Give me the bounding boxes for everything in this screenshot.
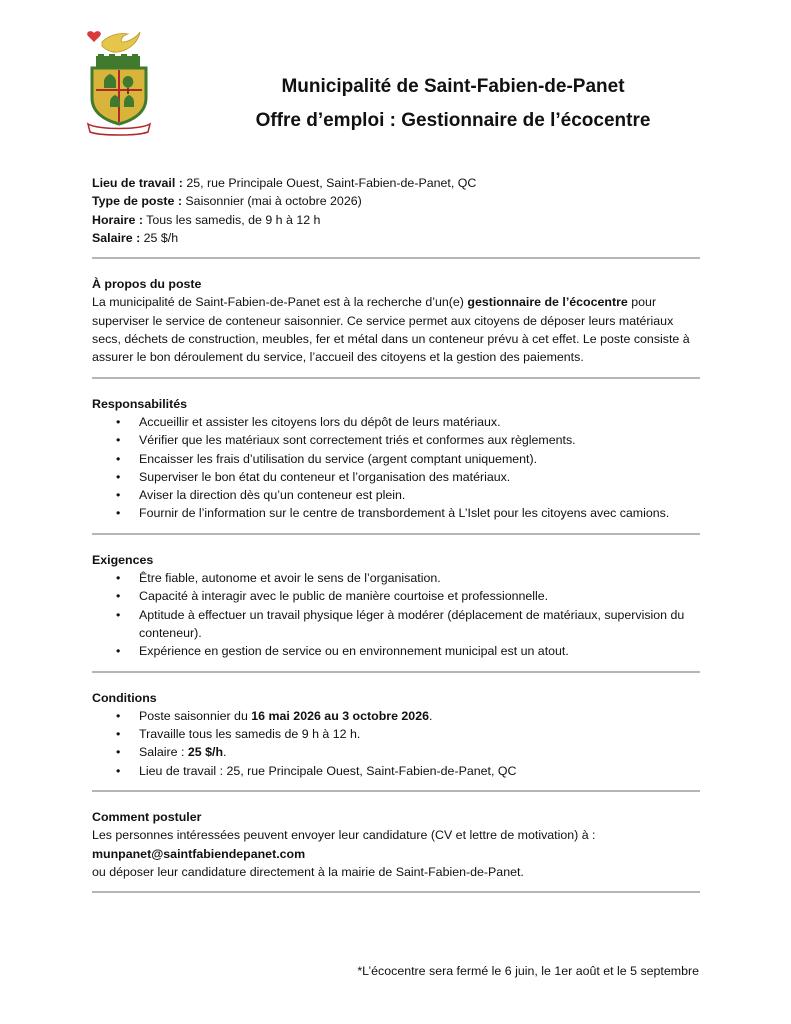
municipality-title: Municipalité de Saint-Fabien-de-Panet (281, 76, 625, 97)
job-summary (92, 174, 700, 247)
divider (92, 671, 700, 673)
list-item: • Superviser le bon état du conteneur et l’organisation des matériaux. (139, 468, 700, 486)
list-item: • Aviser la direction dès qu’un conteneur est plein. (139, 486, 700, 504)
summary-label: Horaire : (92, 212, 143, 227)
summary-label: Lieu de travail : (92, 176, 183, 190)
condition-text: Poste saisonnier du (139, 708, 252, 723)
requirements-list (92, 569, 700, 660)
section-title: Exigences (92, 552, 154, 567)
divider (92, 891, 700, 893)
condition-text: Salaire : (139, 745, 188, 760)
conditions-section (92, 689, 700, 780)
list-item (139, 707, 700, 725)
section-title: Comment postuler (92, 810, 202, 825)
summary-label: Type de poste : (92, 194, 182, 209)
about-text-bold: gestionnaire de l’écocentre (467, 295, 628, 310)
summary-location (92, 174, 700, 192)
summary-value: 25 $/h (140, 230, 179, 245)
document-body (92, 174, 700, 909)
dove-icon (102, 32, 140, 52)
divider (92, 377, 700, 379)
section-title: À propos du poste (92, 277, 202, 292)
about-section (92, 275, 700, 366)
list-item: • Aptitude à effectuer un travail physique léger à modérer (déplacement de matériaux, supervision du conteneur). (139, 606, 700, 643)
list-item (139, 743, 700, 761)
summary-salary (92, 229, 700, 247)
summary-value: Tous les samedis, de 9 h à 12 h (142, 212, 321, 227)
condition-text: . (223, 745, 227, 760)
summary-schedule (92, 211, 700, 229)
condition-bold: 25 $/h (187, 745, 224, 760)
list-item: • Accueillir et assister les citoyens lors du dépôt de leurs matériaux. (139, 413, 700, 431)
list-item: • Vérifier que les matériaux sont correctement triés et conformes aux règlements. (139, 431, 700, 449)
section-title: Responsabilités (92, 396, 188, 411)
list-item: • Lieu de travail : 25, rue Principale Ouest, Saint-Fabien-de-Panet, QC (139, 762, 700, 780)
list-item: • Travaille tous les samedis de 9 h à 12 h. (139, 725, 700, 743)
about-text (92, 293, 700, 366)
list-item: • Encaisser les frais d’utilisation du service (argent comptant uniquement). (139, 450, 700, 468)
divider (92, 790, 700, 792)
condition-text: . (429, 708, 433, 723)
list-item: • Expérience en gestion de service ou en environnement municipal est un atout. (139, 642, 700, 660)
heart-icon (87, 31, 101, 42)
condition-bold: 16 mai 2026 au 3 octobre 2026 (251, 708, 429, 723)
closure-note: *L’écocentre sera fermé le 6 juin, le 1er août et le 5 septembre (357, 964, 699, 978)
summary-value: Saisonnier (mai à octobre 2026) (181, 194, 362, 209)
summary-label: Salaire : (92, 230, 141, 245)
apply-instructions: Les personnes intéressées peuvent envoyer leur candidature (CV et lettre de motivation) à : (92, 828, 596, 843)
job-offer-title: Offre d’emploi : Gestionnaire de l’écocentre (255, 110, 651, 131)
divider (92, 533, 700, 535)
responsibilities-list (92, 413, 700, 523)
section-title: Conditions (92, 690, 157, 705)
about-text-part: pour superviser le service de conteneur saisonnier. Ce service permet aux citoyens de déposer leurs matériaux secs, déchets de construction, meubles, fer et métal dans un conteneur prévu à cet effet. Le poste consiste à assurer le bon déroulement du service, l’accueil des citoyens et la gestion des paiements. (92, 295, 690, 365)
conditions-list (92, 707, 700, 780)
summary-value: 25, rue Principale Ouest, Saint-Fabien-de-Panet, QC (182, 176, 477, 190)
list-item: • Être fiable, autonome et avoir le sens de l’organisation. (139, 569, 700, 587)
apply-section (92, 808, 700, 881)
list-item: • Capacité à interagir avec le public de manière courtoise et professionnelle. (139, 587, 700, 605)
list-item: • Fournir de l’information sur le centre de transbordement à L’Islet pour les citoyens avec camions. (139, 504, 700, 522)
summary-type (92, 192, 700, 210)
about-text-part: La municipalité de Saint-Fabien-de-Panet est à la recherche d’un(e) (92, 295, 468, 310)
responsibilities-section (92, 395, 700, 523)
requirements-section (92, 551, 700, 661)
contact-email-link[interactable]: munpanet@saintfabiendepanet.com (92, 846, 306, 861)
apply-alternative: ou déposer leur candidature directement à la mairie de Saint-Fabien-de-Panet. (92, 864, 524, 879)
divider (92, 257, 700, 259)
